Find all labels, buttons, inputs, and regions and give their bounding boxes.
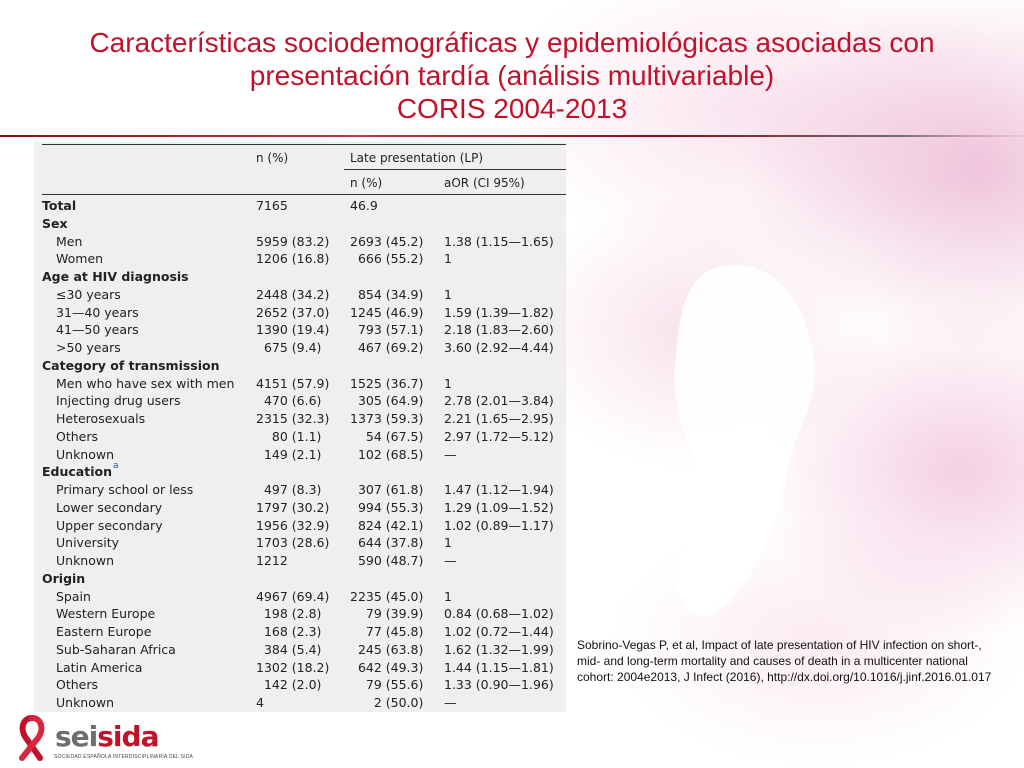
row-label: Others bbox=[56, 428, 99, 444]
row-aor: 1.47 (1.12—1.94) bbox=[444, 482, 554, 497]
title-line-3: CORIS 2004-2013 bbox=[396, 93, 628, 124]
row-label: >50 years bbox=[56, 340, 121, 355]
row-aor: 1.59 (1.39—1.82) bbox=[444, 304, 554, 320]
row-n-pct: 675 (9.4) bbox=[256, 340, 322, 355]
row-aor: 3.60 (2.92—4.44) bbox=[444, 340, 554, 355]
table-row bbox=[34, 589, 566, 607]
row-lp-n-pct: 1245 (46.9) bbox=[350, 304, 424, 320]
table-row bbox=[34, 287, 566, 305]
row-label: Men bbox=[56, 233, 83, 249]
table-row bbox=[34, 322, 566, 340]
row-n-pct: 7165 bbox=[256, 198, 288, 213]
row-n-pct: 4151 (57.9) bbox=[256, 375, 330, 391]
row-label: Unknown bbox=[56, 446, 115, 462]
row-n-pct: 142 (2.0) bbox=[256, 677, 322, 693]
row-n-pct: 4967 (69.4) bbox=[256, 588, 330, 604]
row-n-pct: 1390 (19.4) bbox=[256, 322, 330, 338]
footnote-marker: a bbox=[113, 461, 119, 472]
row-label: Others bbox=[56, 677, 99, 693]
row-label: Sub-Saharan Africa bbox=[56, 641, 176, 657]
row-aor: 2.18 (1.83—2.60) bbox=[444, 322, 554, 338]
table-row bbox=[34, 376, 566, 394]
row-n-pct: 198 (2.8) bbox=[256, 606, 322, 622]
row-label: Education bbox=[42, 464, 112, 480]
row-lp-n-pct: 2 (50.0) bbox=[350, 695, 424, 710]
table-row bbox=[34, 500, 566, 518]
table-row bbox=[34, 461, 566, 482]
row-label: Latin America bbox=[56, 659, 143, 675]
row-n-pct: 2652 (37.0) bbox=[256, 304, 330, 320]
row-label: Lower secondary bbox=[56, 499, 163, 515]
row-aor: 1 bbox=[444, 588, 452, 604]
row-label: Sex bbox=[42, 215, 68, 231]
row-aor: 1.38 (1.15—1.65) bbox=[444, 233, 554, 249]
row-label: Origin bbox=[42, 570, 86, 586]
data-table bbox=[34, 142, 566, 712]
seisida-logo bbox=[10, 714, 194, 764]
row-n-pct: 149 (2.1) bbox=[256, 446, 322, 462]
row-aor: 2.97 (1.72—5.12) bbox=[444, 428, 554, 444]
row-n-pct: 1206 (16.8) bbox=[256, 251, 330, 267]
row-lp-n-pct: 102 (68.5) bbox=[350, 446, 424, 462]
row-lp-n-pct: 854 (34.9) bbox=[350, 286, 424, 302]
row-lp-n-pct: 1525 (36.7) bbox=[350, 375, 424, 391]
row-label: 31—40 years bbox=[56, 304, 139, 320]
row-lp-n-pct: 644 (37.8) bbox=[350, 535, 424, 551]
header-late-presentation: Late presentation (LP) bbox=[350, 151, 483, 165]
row-lp-n-pct: 2235 (45.0) bbox=[350, 588, 424, 604]
row-lp-n-pct: 77 (45.8) bbox=[350, 624, 424, 639]
row-aor: 1.62 (1.32—1.99) bbox=[444, 641, 554, 657]
table-row bbox=[34, 624, 566, 642]
row-lp-n-pct: 824 (42.1) bbox=[350, 517, 424, 533]
title-line-1: Características sociodemográficas y epidemiológicas asociadas con bbox=[89, 27, 935, 58]
row-aor: 1.33 (0.90—1.96) bbox=[444, 677, 554, 693]
row-label: Men who have sex with men bbox=[56, 375, 235, 391]
row-aor: 1 bbox=[444, 251, 452, 267]
table-row bbox=[34, 305, 566, 323]
row-label: Age at HIV diagnosis bbox=[42, 269, 189, 284]
header-bottom-rule bbox=[42, 194, 566, 195]
row-label: Primary school or less bbox=[56, 482, 194, 497]
row-label: Unknown bbox=[56, 553, 115, 568]
row-aor: 1 bbox=[444, 535, 452, 551]
table-row bbox=[34, 411, 566, 429]
row-aor: — bbox=[444, 553, 457, 568]
row-lp-n-pct: 666 (55.2) bbox=[350, 251, 424, 267]
row-n-pct: 470 (6.6) bbox=[256, 393, 322, 409]
table-row bbox=[34, 695, 566, 713]
row-label: Upper secondary bbox=[56, 517, 163, 533]
row-n-pct: 1302 (18.2) bbox=[256, 659, 330, 675]
row-label: University bbox=[56, 535, 120, 551]
row-n-pct: 168 (2.3) bbox=[256, 624, 322, 639]
row-lp-n-pct: 46.9 bbox=[350, 198, 378, 213]
table-row bbox=[34, 677, 566, 695]
row-lp-n-pct: 79 (39.9) bbox=[350, 606, 424, 622]
logo-wordmark: seisida bbox=[55, 720, 159, 753]
row-label: Spain bbox=[56, 588, 91, 604]
table-row bbox=[34, 340, 566, 358]
slide-title bbox=[20, 26, 1004, 125]
row-aor: — bbox=[444, 695, 457, 710]
row-lp-n-pct: 793 (57.1) bbox=[350, 322, 424, 338]
table-row bbox=[34, 535, 566, 553]
table-row bbox=[34, 571, 566, 589]
table-row bbox=[34, 198, 566, 216]
table-row bbox=[34, 660, 566, 678]
table-row bbox=[34, 393, 566, 411]
row-n-pct: 1797 (30.2) bbox=[256, 499, 330, 515]
table-row bbox=[34, 642, 566, 660]
row-n-pct: 5959 (83.2) bbox=[256, 233, 330, 249]
row-n-pct: 1703 (28.6) bbox=[256, 535, 330, 551]
row-label: Women bbox=[56, 251, 104, 267]
row-lp-n-pct: 305 (64.9) bbox=[350, 393, 424, 409]
row-aor: 1 bbox=[444, 286, 452, 302]
header-aor: aOR (CI 95%) bbox=[444, 176, 525, 190]
table-row bbox=[34, 216, 566, 234]
row-n-pct: 2315 (32.3) bbox=[256, 411, 330, 426]
row-aor: 1 bbox=[444, 375, 452, 391]
row-n-pct: 80 (1.1) bbox=[256, 428, 322, 444]
table-row bbox=[34, 553, 566, 571]
row-label: Injecting drug users bbox=[56, 393, 181, 409]
row-label: Western Europe bbox=[56, 606, 156, 622]
row-aor: 1.29 (1.09—1.52) bbox=[444, 499, 554, 515]
row-label: Eastern Europe bbox=[56, 624, 152, 639]
row-lp-n-pct: 54 (67.5) bbox=[350, 428, 424, 444]
row-n-pct: 384 (5.4) bbox=[256, 641, 322, 657]
ribbon-icon bbox=[10, 714, 56, 762]
table-row bbox=[34, 251, 566, 269]
table-row bbox=[34, 606, 566, 624]
row-lp-n-pct: 245 (63.8) bbox=[350, 641, 424, 657]
table-row bbox=[34, 482, 566, 500]
table-row bbox=[34, 234, 566, 252]
row-lp-n-pct: 467 (69.2) bbox=[350, 340, 424, 355]
row-label: Heterosexuals bbox=[56, 411, 146, 426]
row-label: Unknown bbox=[56, 695, 115, 710]
row-lp-n-pct: 307 (61.8) bbox=[350, 482, 424, 497]
row-aor: — bbox=[444, 446, 457, 462]
row-lp-n-pct: 994 (55.3) bbox=[350, 499, 424, 515]
row-aor: 1.02 (0.72—1.44) bbox=[444, 624, 554, 639]
header-sub-rule bbox=[344, 169, 566, 170]
row-n-pct: 2448 (34.2) bbox=[256, 286, 330, 302]
row-label: Total bbox=[42, 198, 77, 213]
row-aor: 2.78 (2.01—3.84) bbox=[444, 393, 554, 409]
row-n-pct: 1212 bbox=[256, 553, 288, 568]
table-top-rule bbox=[42, 144, 566, 145]
table-row bbox=[34, 269, 566, 287]
row-lp-n-pct: 1373 (59.3) bbox=[350, 411, 424, 426]
title-divider bbox=[0, 134, 1024, 138]
row-label: Category of transmission bbox=[42, 357, 220, 373]
logo-subtitle: SOCIEDAD ESPAÑOLA INTERDISCIPLINARIA DEL SIDA bbox=[54, 754, 194, 760]
row-n-pct: 4 bbox=[256, 695, 264, 710]
row-n-pct: 497 (8.3) bbox=[256, 482, 322, 497]
title-line-2: presentación tardía (análisis multivariable) bbox=[249, 60, 775, 91]
row-aor: 2.21 (1.65—2.95) bbox=[444, 411, 554, 426]
row-lp-n-pct: 2693 (45.2) bbox=[350, 233, 424, 249]
header-n-pct: n (%) bbox=[256, 151, 289, 165]
row-n-pct: 1956 (32.9) bbox=[256, 517, 330, 533]
row-lp-n-pct: 79 (55.6) bbox=[350, 677, 424, 693]
background-white-shape bbox=[650, 250, 850, 630]
table-row bbox=[34, 358, 566, 376]
row-aor: 0.84 (0.68—1.02) bbox=[444, 606, 554, 622]
row-label: ≤30 years bbox=[56, 286, 121, 302]
table-row bbox=[34, 518, 566, 536]
table-row bbox=[34, 429, 566, 447]
row-label: 41—50 years bbox=[56, 322, 139, 338]
row-lp-n-pct: 590 (48.7) bbox=[350, 553, 424, 568]
row-lp-n-pct: 642 (49.3) bbox=[350, 659, 424, 675]
row-aor: 1.02 (0.89—1.17) bbox=[444, 517, 554, 533]
header-lp-n-pct: n (%) bbox=[350, 176, 383, 190]
row-aor: 1.44 (1.15—1.81) bbox=[444, 659, 554, 675]
citation: Sobrino-Vegas P, et al, Impact of late presentation of HIV infection on short-, mid- and long-term mortality and causes of death in a multicenter national cohort: 2004e2013, J Infect (2016), http://dx.doi.org/10.1016/j.jinf.2016.01.017 bbox=[577, 638, 992, 684]
